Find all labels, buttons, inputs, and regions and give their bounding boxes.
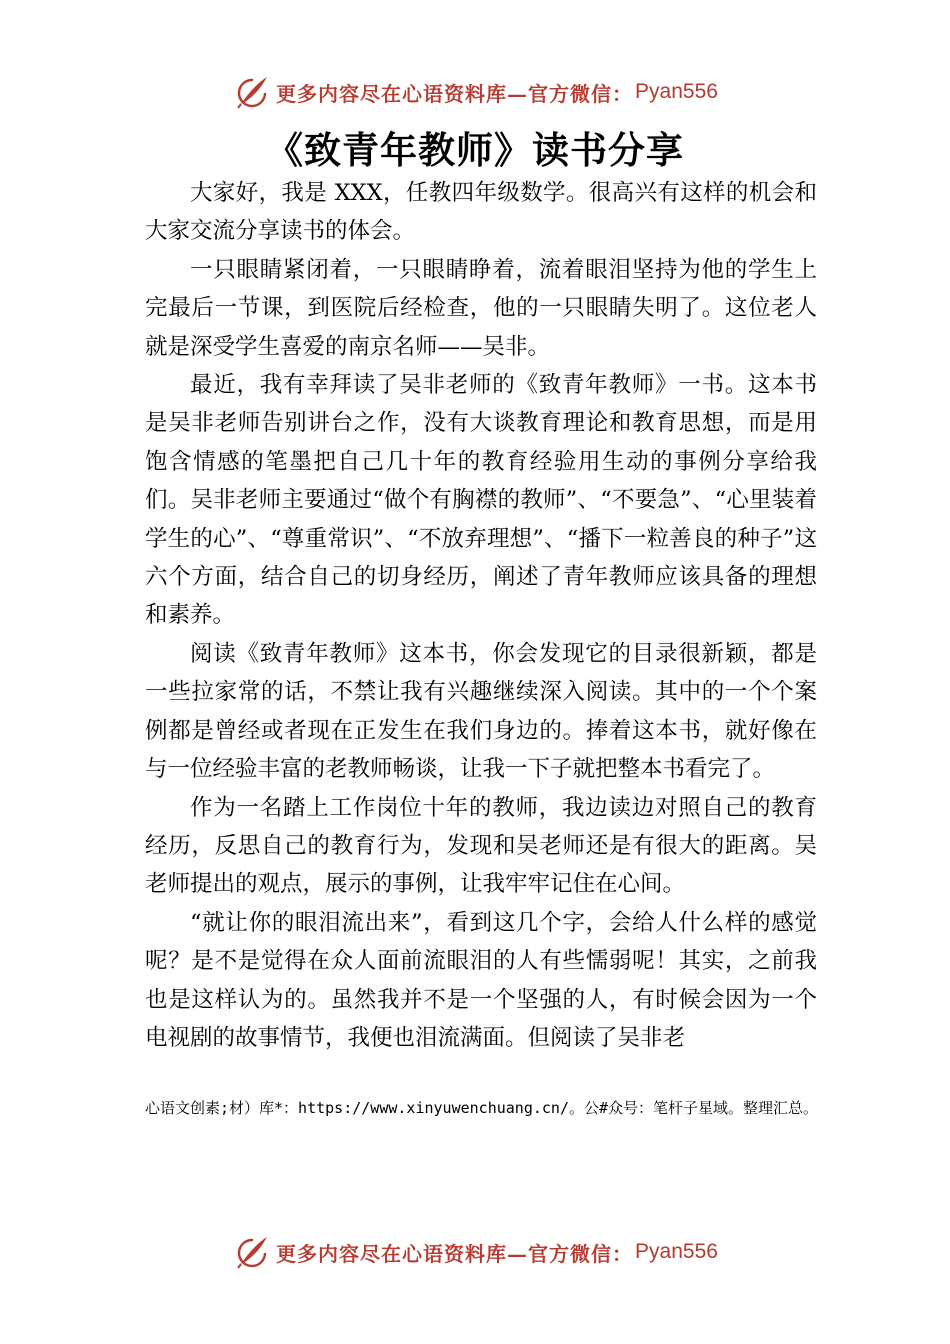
paragraph: 阅读《致青年教师》这本书，你会发现它的目录很新颖，都是一些拉家常的话，不禁让我有兴趣继续深入阅读。其中的一个个案例都是曾经或者现在正发生在我们身边的。捧着这本书，就好像在与一位经验丰富的老教师畅谈，让我一下子就把整本书看完了。 — [145, 640, 817, 783]
paragraph: 最近，我有幸拜读了吴非老师的《致青年教师》一书。这本书是吴非老师告别讲台之作，没有大谈教育理论和教育思想，而是用饱含情感的笔墨把自己几十年的教育经验用生动的事例分享给我们。吴非老师主要通过“做个有胸襟的教师”、“不要急”、“心里装着学生的心”、“尊重常识”、“不放弃理想”、“播下一粒善良的种子”这六个方面，结合自己的切身经历，阐述了青年教师应该具备的理想和素养。 — [145, 372, 817, 629]
paragraph: 一只眼睛紧闭着，一只眼睛睁着，流着眼泪坚持为他的学生上完最后一节课，到医院后经检查，他的一只眼睛失明了。这位老人就是深受学生喜爱的南京名师——吴非。 — [145, 256, 817, 360]
banner-wechat-id: Pyan556 — [635, 1240, 718, 1263]
header-banner — [0, 70, 950, 114]
document-title: 《致青年教师》读书分享 — [266, 128, 684, 172]
paragraph: “就让你的眼泪流出来”，看到这几个字，会给人什么样的感觉呢？是不是觉得在众人面前流眼泪的人有些懦弱呢！其实，之前我也是这样认为的。虽然我并不是一个坚强的人，有时候会因为一个电视剧的故事情节，我便也泪流满面。但阅读了吴非老 — [145, 909, 817, 1051]
paragraph: 作为一名踏上工作岗位十年的教师，我边读边对照自己的教育经历，反思自己的教育行为，发现和吴老师还是有很大的距离。吴老师提出的观点，展示的事例，让我牢牢记住在心间。 — [145, 794, 817, 898]
banner-wechat-id: Pyan556 — [635, 80, 718, 103]
footnote: 心语文创素;材）库*：https://www.xinyuwenchuang.cn/。公#众号：笔杆子星域。整理汇总。 — [145, 1099, 819, 1117]
quill-pen-icon — [232, 72, 272, 112]
paragraph: 大家好，我是 XXX，任教四年级数学。很高兴有这样的机会和大家交流分享读书的体会。 — [145, 180, 817, 245]
banner-text: 更多内容尽在心语资料库—官方微信： — [276, 81, 634, 106]
quill-pen-icon — [232, 1232, 272, 1272]
footer-banner — [0, 1230, 950, 1274]
document-body — [145, 174, 817, 1057]
banner-text: 更多内容尽在心语资料库—官方微信： — [276, 1241, 634, 1266]
